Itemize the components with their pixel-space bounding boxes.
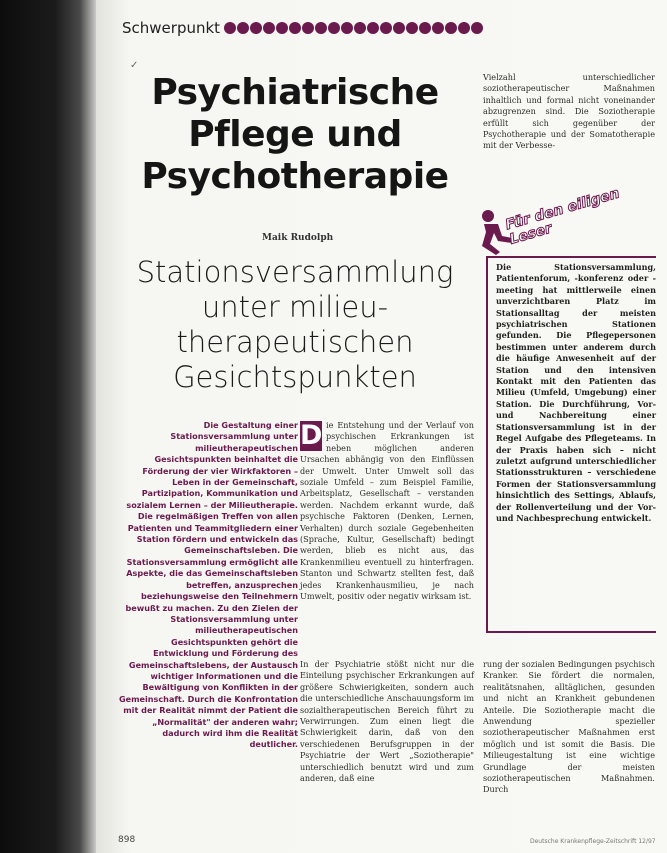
body-column-middle-top xyxy=(300,420,474,603)
body-text-middle-top: ie Entstehung und der Verlauf von psychischen Erkrankungen ist neben möglichen anderen Ursachen abhängig von den Einflüssen der Umwelt. Unter Umwelt soll das soziale Umfeld – zum Beispiel Familie, Arbeitsplatz, Gesellschaft – verstanden werden. Nachdem erkannt wurde, daß psychische Faktoren (Denken, Lernen, Verhalten) durch soziale Gegebenheiten (Sprache, Kultur, Gesellschaft) bedingt werden, blieb es nicht aus, das Krankenmilieu eventuell zu hinterfragen. Stanton und Schwartz stellten fest, daß jedes Krankenhausmilieu, je nach Umwelt, positiv oder negativ wirksam ist. xyxy=(300,420,474,602)
ornament-dot xyxy=(445,22,457,34)
ornament-dot xyxy=(263,22,275,34)
ornament-dot xyxy=(341,22,353,34)
article-abstract: Die Gestaltung einer Stationsversammlung unter milieutherapeutischen Gesichtspunkten beinhaltet die Förderung der vier Wirkfaktoren – Leben in der Gemeinschaft, Partizipation, Kommunikation und sozialem Lernen – der Milieutherapie. Die regelmäßigen Treffen von allen Patienten und Teammitgliedern einer Station fördern und entwickeln das Gemeinschaftsleben. Die Stationsversammlung ermöglicht alle Aspekte, die das Gemeinschaftsleben betreffen, anzusprechen beziehungsweise den Teilnehmern bewußt zu machen. Zu den Zielen der Stationsversammlung unter milieutherapeutischen Gesichtspunkten gehört die Entwicklung und Förderung des Gemeinschaftslebens, der Austausch wichtiger Informationen und die Bewältigung von Konflikten in der Gemeinschaft. Durch die Konfrontation mit der Realität nimmt der Patient die „Normalität" der anderen wahr; dadurch wird ihm die Realität deutlicher. xyxy=(118,420,298,750)
ornament-dot xyxy=(237,22,249,34)
quick-reader-box xyxy=(486,256,656,633)
ornament-dot xyxy=(380,22,392,34)
ornament-dot xyxy=(406,22,418,34)
ornament-dot xyxy=(224,22,236,34)
section-header xyxy=(122,17,483,39)
quick-reader-text: Die Stationsversammlung, Patientenforum, -konferenz oder -meeting hat mittlerweile einen unverzichtbaren Platz im Stationsalltag der meisten psychiatrischen Stationen gefunden. Die Pflegepersonen bestimmen unter anderem durch die häufige Anwesenheit auf der Station und den intensiven Kontakt mit den Patienten das Milieu (Umfeld, Umgebung) einer Station. Die Durchführung, Vor- und Nachbereitung einer Stationsversammlung ist in der Regel Aufgabe des Pflegeteams. In der Praxis haben sich – nicht zuletzt aufgrund unterschiedlicher Stationsstrukturen – verschiedene Formen der Stationsversammlung hinsichtlich des Settings, Ablaufs, der Rollenverteilung und der Vor- und Nachbesprechung entwickelt. xyxy=(496,262,656,523)
ornament-dot xyxy=(328,22,340,34)
section-dots-ornament xyxy=(224,22,483,34)
ornament-dot xyxy=(367,22,379,34)
ornament-dot xyxy=(432,22,444,34)
article-headline: Psychiatrische Pflege und Psychotherapie xyxy=(141,72,449,197)
ornament-dot xyxy=(315,22,327,34)
book-binding-shadow xyxy=(0,0,100,853)
ornament-dot xyxy=(302,22,314,34)
ornament-dot xyxy=(289,22,301,34)
ornament-dot xyxy=(471,22,483,34)
page-number: 898 xyxy=(118,835,136,845)
quick-reader-badge: Für den eiligen Leser xyxy=(503,185,622,248)
drop-cap-d: D xyxy=(300,420,323,451)
footer-citation: Deutsche Krankenpflege-Zeitschrift 12/97 xyxy=(530,838,656,845)
ornament-dot xyxy=(276,22,288,34)
ornament-dot xyxy=(250,22,262,34)
ornament-dot xyxy=(354,22,366,34)
ornament-dot xyxy=(458,22,470,34)
body-column-right-top: Vielzahl unterschiedlicher soziotherapeutischer Maßnahmen inhaltlich und formal nicht voneinander abzugrenzen sind. Die Soziotherapie erfüllt sich gegenüber der Psychotherapie und der Somatotherapie mit der Verbesse- xyxy=(483,72,655,151)
ornament-dot xyxy=(419,22,431,34)
margin-mark: ✓ xyxy=(130,60,139,71)
article-subtitle: Stationsversammlung unter milieu-therapeutischen Gesichtspunkten xyxy=(136,255,454,394)
body-column-right-bottom: rung der sozialen Bedingungen psychisch Kranker. Sie fördert die normalen, realitätsnahen, alltäglichen, gesunden und nicht an Krankheit gebundenen Anteile. Die Soziotherapie macht die Anwendung spezieller soziotherapeutischer Maßnahmen erst möglich und ist somit die Basis. Die Milieugestaltung ist eine wichtige Grundlage der meisten soziotherapeutischen Maßnahmen. Durch xyxy=(483,659,655,795)
article-author: Maik Rudolph xyxy=(262,233,334,243)
body-column-middle-bottom: In der Psychiatrie stößt nicht nur die Einteilung psychischer Erkrankungen auf größere Schwierigkeiten, sondern auch die unterschiedliche Anschauungsform im sozialtherapeutischen Bereich führt zu Verwirrungen. Zum einen liegt die Schwierigkeit darin, daß von den verschiedenen Berufsgruppen in der Psychiatrie der Wert „Soziotherapie" unterschiedlich benutzt wird und zum anderen, daß eine xyxy=(300,659,474,784)
section-label: Schwerpunkt xyxy=(122,19,221,37)
ornament-dot xyxy=(393,22,405,34)
